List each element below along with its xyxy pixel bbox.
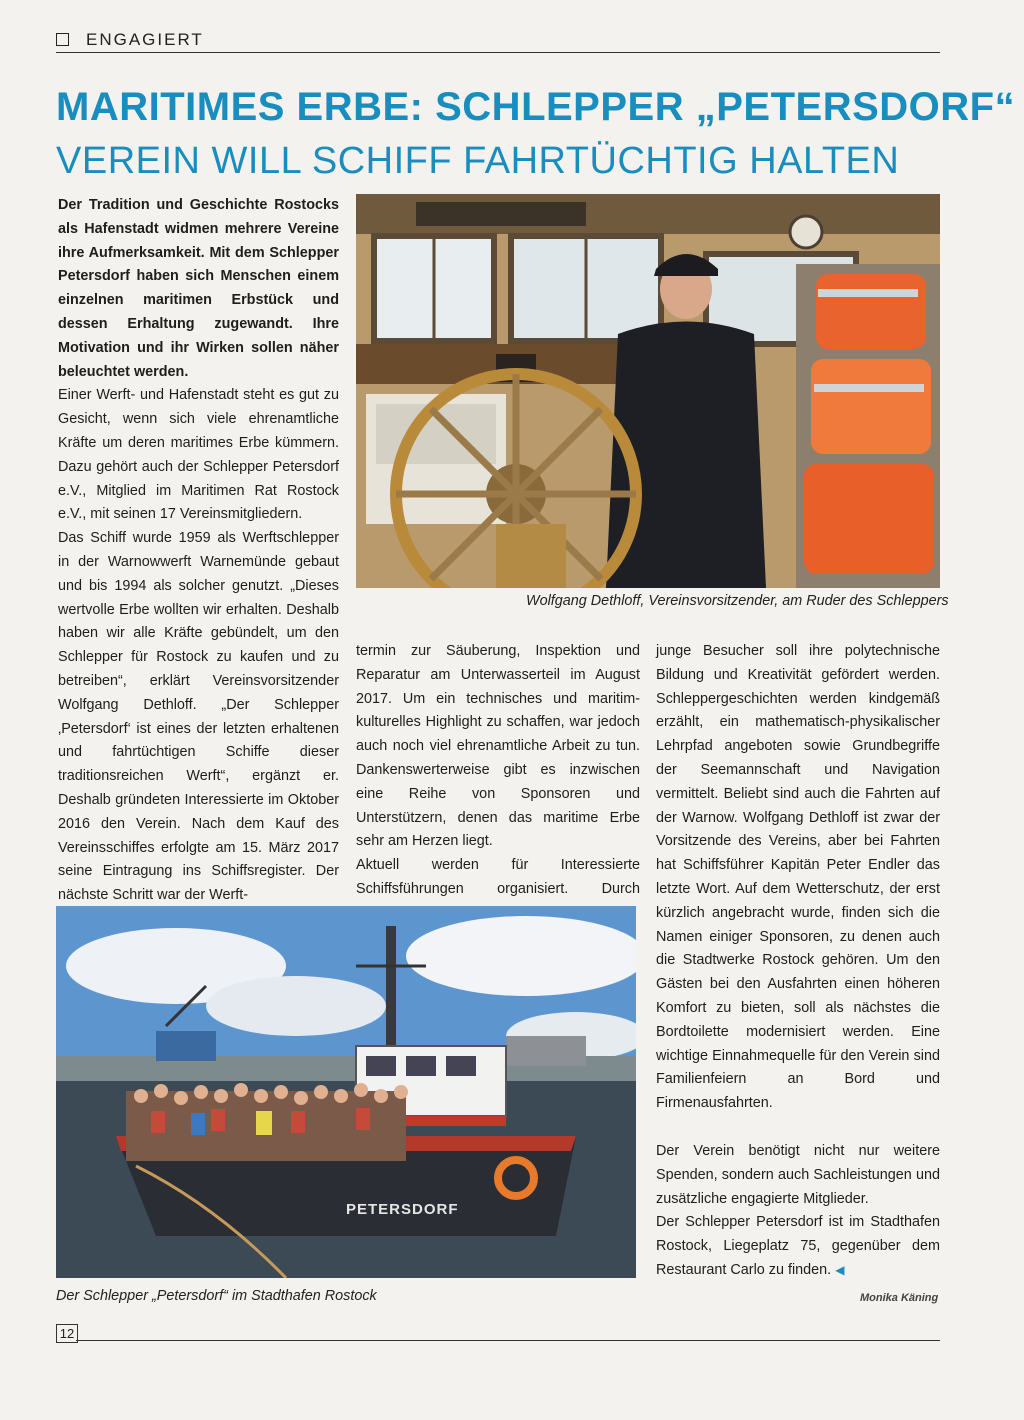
photo-caption-tugboat: Der Schlepper „Petersdorf“ im Stadthafen Rostock <box>56 1288 377 1304</box>
article-subtitle: VEREIN WILL SCHIFF FAHRTÜCHTIG HALTEN <box>56 140 900 182</box>
section-label: ENGAGIERT <box>86 30 204 49</box>
photo-wheelhouse <box>356 194 940 588</box>
footer-rule <box>76 1340 940 1341</box>
text-column-2 <box>356 640 640 926</box>
section-checkbox-icon <box>56 33 69 46</box>
text-column-3 <box>656 640 940 1283</box>
text-column-1 <box>58 194 339 908</box>
paragraph: Einer Werft- und Hafenstadt steht es gut zu Gesicht, wenn sich viele ehrenamtliche Kräfte um deren maritimes Erbe kümmern. Dazu gehört auch der Schlepper Petersdorf e.V., Mitglied im Maritimen Rat Rostock e.V., mit seinen 17 Vereinsmitgliedern. <box>58 387 339 523</box>
paragraph: Aktuell werden für Interessierte Schiffsführungen organisiert. Durch <box>356 857 640 897</box>
paragraph: Der Verein benötigt nicht nur weitere Spenden, sondern auch Sachleistungen und zusätzliche engagierte Mitglieder. <box>656 1142 940 1207</box>
paragraph <box>656 1211 940 1282</box>
end-mark-icon: ◀ <box>835 1262 845 1277</box>
paragraph: termin zur Säuberung, Inspektion und Reparatur am Unterwasserteil im August 2017. Um ein technisches und maritim-kulturelles Highlight zu schaffen, war jedoch auch noch viel ehrenamtliche Arbeit zu tun. Dankenswerterweise gibt es inzwischen eine Reihe von Sponsoren und Unterstützern, denen das maritime Erbe sehr am Herzen liegt. <box>356 643 640 850</box>
photo-tugboat <box>56 906 636 1278</box>
photo-caption-wheelhouse: Wolfgang Dethloff, Vereinsvorsitzender, am Ruder des Schleppers <box>526 593 949 609</box>
paragraph-text: Der Schlepper Petersdorf ist im Stadthafen Rostock, Liegeplatz 75, gegenüber dem Restaurant Carlo zu finden. <box>656 1214 940 1278</box>
article-title: MARITIMES ERBE: SCHLEPPER „PETERSDORF“ <box>56 85 1016 129</box>
page-number: 12 <box>56 1324 78 1343</box>
paragraph: Das Schiff wurde 1959 als Werftschlepper in der Warnowwerft Warnemünde gebaut und bis 1994 als solcher genutzt. „Dieses wertvolle Erbe wollten wir erhalten. Deshalb haben wir alle Kräfte gebündelt, um den Schlepper für Rostock zu kaufen und zu betreiben“, erklärt Vereinsvorsitzender Wolfgang Dethloff. „Der Schlepper ‚Petersdorf‘ ist eines der letzten erhaltenen und fahrtüchtigen Schiffe dieser traditionsreichen Werft“, ergänzt er. Deshalb gründeten Interessierte im Oktober 2016 den Verein. Nach dem Kauf des Vereinsschiffes erfolgte am 15. März 2017 seine Eintragung ins Schiffsregister. Der nächste Schritt war der Werft- <box>58 530 339 904</box>
author-byline: Monika Käning <box>860 1292 939 1304</box>
paragraph: junge Besucher soll ihre polytechnische Bildung und Kreativität gefördert werden. Schleppergeschichten werden kindgemäß erzählt, ein mathematisch-physikalischer Lehrpfad angeboten sowie Grundbegriffe der Seemannschaft und Navigation vermittelt. Beliebt sind auch die Fahrten auf der Warnow. Wolfgang Dethloff ist zwar der Vorsitzende des Vereins, aber bei Fahrten hat Schiffsführer Kapitän Peter Endler das letzte Wort. Auf dem Wetterschutz, der erst kürzlich angebracht wurde, finden sich die Namen einiger Sponsoren, zu denen auch die Stadtwerke Rostock gehören. Um den Gästen bei den Ausfahrten einen höheren Komfort zu bieten, soll als nächstes die Bordtoilette modernisiert werden. Eine wichtige Einnahmequelle für den Verein sind Familienfeiern an Bord und Firmenausfahrten. <box>656 643 940 1112</box>
article-lead: Der Tradition und Geschichte Rostocks als Hafenstadt widmen mehrere Vereine ihre Aufmerksamkeit. Mit dem Schlepper Petersdorf haben sich Menschen einem einzelnen maritimen Erbstück und dessen Erhaltung zugewandt. Ihre Motivation und ihr Wirken sollen näher beleuchtet werden. <box>58 197 339 380</box>
ship-name-text: PETERSDORF <box>346 1201 459 1218</box>
section-header <box>56 30 940 52</box>
header-rule <box>56 52 940 53</box>
